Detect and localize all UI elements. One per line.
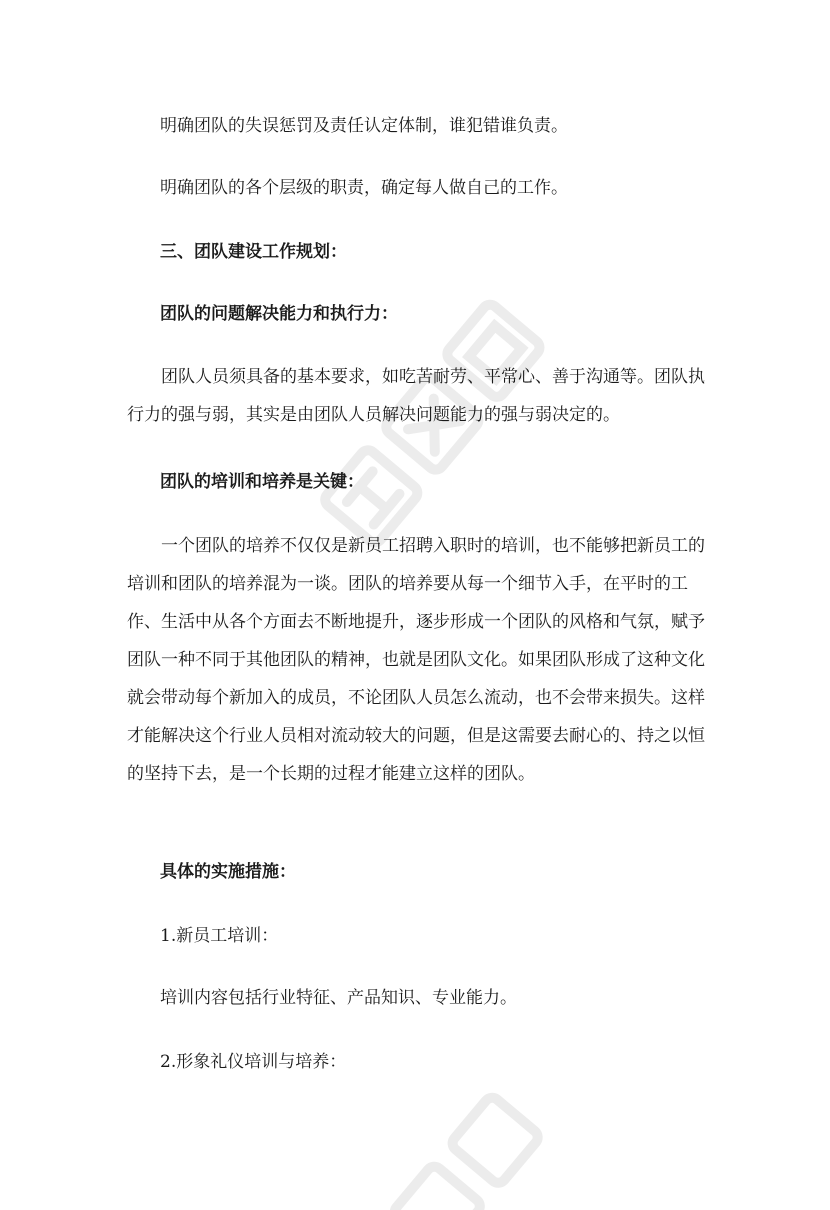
- paragraph-training: 一个团队的培养不仅仅是新员工招聘入职时的培训，也不能够把新员工的培训和团队的培养混为一谈。团队的培养要从每一个细节入手，在平时的工作、生活中从各个方面去不断地提升，逐步形成一个团队的风格和气氛，赋予团队一种不同于其他团队的精神，也就是团队文化。如果团队形成了这种文化就会带动每个新加入的成员，不论团队人员怎么流动，也不会带来损失。这样才能解决这个行业人员相对流动较大的问题，但是这需要去耐心的、持之以恒的坚持下去，是一个长期的过程才能建立这样的团队。: [127, 536, 705, 784]
- text-line-2: 明确团队的各个层级的职责，确定每人做自己的工作。: [160, 178, 568, 198]
- subheading-training: 团队的培训和培养是关键：: [160, 472, 364, 492]
- item-2-title: 2.形象礼仪培训与培养：: [160, 1052, 347, 1072]
- section-heading: 三、团队建设工作规划：: [160, 242, 347, 262]
- subheading-measures: 具体的实施措施：: [160, 862, 296, 882]
- subheading-problem-solving: 团队的问题解决能力和执行力：: [160, 304, 398, 324]
- item-1-text: 培训内容包括行业特征、产品知识、专业能力。: [160, 988, 517, 1008]
- text-line-1: 明确团队的失误惩罚及责任认定体制，谁犯错谁负责。: [160, 116, 568, 136]
- watermark-stamp-bottom: [330, 1060, 630, 1210]
- paragraph-execution: 团队人员须具备的基本要求，如吃苦耐劳、平常心、善于沟通等。团队执行力的强与弱，其实是由团队人员解决问题能力的强与弱决定的。: [127, 367, 705, 425]
- item-1-title: 1.新员工培训：: [160, 926, 279, 946]
